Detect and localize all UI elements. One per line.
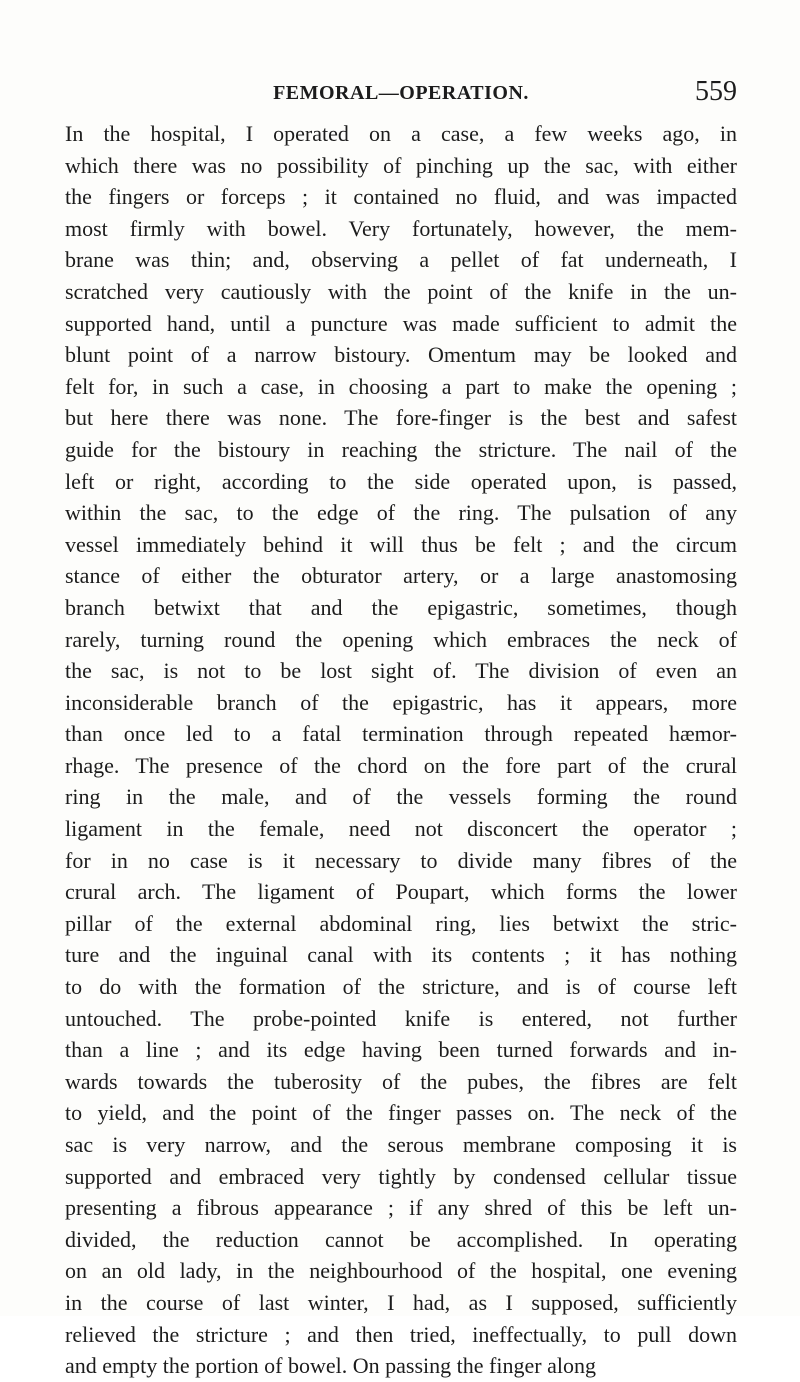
text-line: blunt point of a narrow bistoury. Omentum may be looked and bbox=[65, 342, 737, 368]
text-line: inconsiderable branch of the epigastric, has it appears, more bbox=[65, 689, 737, 715]
text-line: untouched. The probe-pointed knife is entered, not further bbox=[65, 1005, 737, 1031]
text-line: relieved the stricture ; and then tried, ineffectually, to pull down bbox=[65, 1321, 737, 1347]
text-line: than a line ; and its edge having been turned forwards and in- bbox=[65, 1037, 737, 1063]
text-line: divided, the reduction cannot be accomplished. In operating bbox=[65, 1226, 737, 1252]
text-line: wards towards the tuberosity of the pubes, the fibres are felt bbox=[65, 1068, 737, 1094]
text-line: ligament in the female, need not disconcert the operator ; bbox=[65, 816, 737, 842]
text-line: vessel immediately behind it will thus be felt ; and the circum bbox=[65, 531, 737, 557]
text-line: crural arch. The ligament of Poupart, which forms the lower bbox=[65, 879, 737, 905]
running-head bbox=[65, 76, 737, 110]
text-line: branch betwixt that and the epigastric, sometimes, though bbox=[65, 594, 737, 620]
text-line: pillar of the external abdominal ring, lies betwixt the stric- bbox=[65, 910, 737, 936]
running-title: FEMORAL—OPERATION. bbox=[273, 82, 529, 104]
text-line: ring in the male, and of the vessels forming the round bbox=[65, 784, 737, 810]
text-line: the fingers or forceps ; it contained no fluid, and was impacted bbox=[65, 184, 737, 210]
text-line: In the hospital, I operated on a case, a few weeks ago, in bbox=[65, 121, 737, 146]
text-line: which there was no possibility of pinching up the sac, with either bbox=[65, 152, 737, 178]
text-line: guide for the bistoury in reaching the stricture. The nail of the bbox=[65, 436, 737, 462]
text-line: left or right, according to the side operated upon, is passed, bbox=[65, 468, 737, 494]
text-line: on an old lady, in the neighbourhood of the hospital, one evening bbox=[65, 1258, 737, 1284]
text-line: to do with the formation of the stricture, and is of course left bbox=[65, 974, 737, 1000]
text-line: to yield, and the point of the finger passes on. The neck of the bbox=[65, 1100, 737, 1126]
text-line: rhage. The presence of the chord on the fore part of the crural bbox=[65, 752, 737, 778]
text-line: scratched very cautiously with the point of the knife in the un- bbox=[65, 278, 737, 304]
text-line: for in no case is it necessary to divide many fibres of the bbox=[65, 847, 737, 873]
text-line: supported and embraced very tightly by condensed cellular tissue bbox=[65, 1163, 737, 1189]
text-line: felt for, in such a case, in choosing a part to make the opening ; bbox=[65, 373, 737, 399]
text-line: most firmly with bowel. Very fortunately, however, the mem- bbox=[65, 215, 737, 241]
text-line: the sac, is not to be lost sight of. The division of even an bbox=[65, 658, 737, 684]
text-line: rarely, turning round the opening which embraces the neck of bbox=[65, 626, 737, 652]
text-line: supported hand, until a puncture was made sufficient to admit the bbox=[65, 310, 737, 336]
text-line: but here there was none. The fore-finger is the best and safest bbox=[65, 405, 737, 431]
text-line: in the course of last winter, I had, as I supposed, sufficiently bbox=[65, 1289, 737, 1315]
text-line: within the sac, to the edge of the ring. The pulsation of any bbox=[65, 500, 737, 526]
page-number: 559 bbox=[695, 76, 737, 107]
text-line: stance of either the obturator artery, or a large anastomosing bbox=[65, 563, 737, 589]
text-line: and empty the portion of bowel. On passing the finger along bbox=[65, 1353, 596, 1379]
text-line: presenting a fibrous appearance ; if any shred of this be left un- bbox=[65, 1195, 737, 1221]
text-line: ture and the inguinal canal with its contents ; it has nothing bbox=[65, 942, 737, 968]
body-text bbox=[65, 118, 737, 1382]
text-line: sac is very narrow, and the serous membrane composing it is bbox=[65, 1132, 737, 1157]
text-line: than once led to a fatal termination through repeated hæmor- bbox=[65, 721, 737, 747]
text-line: brane was thin; and, observing a pellet of fat underneath, I bbox=[65, 247, 737, 273]
